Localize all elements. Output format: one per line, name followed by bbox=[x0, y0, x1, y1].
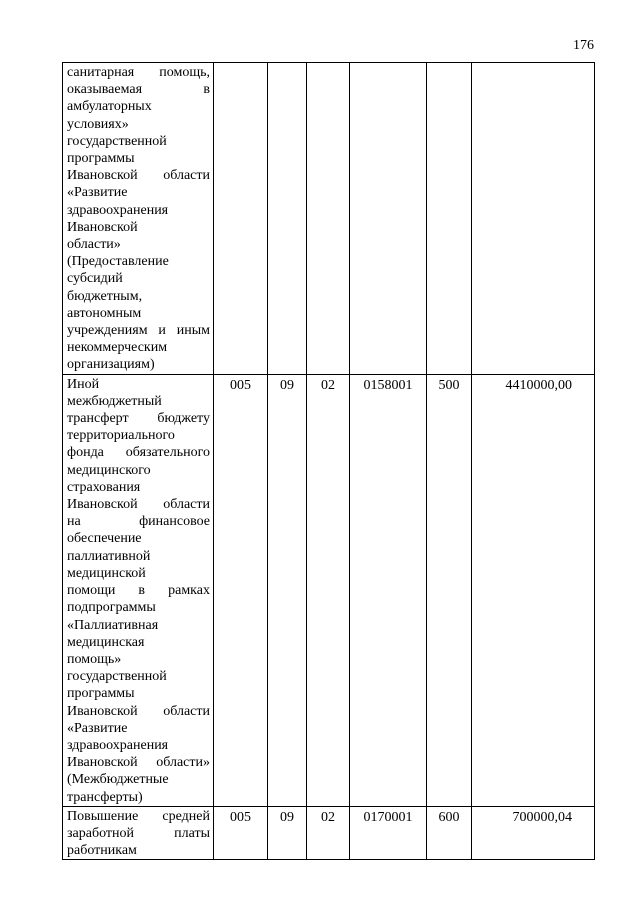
name-line: помощь» bbox=[67, 651, 122, 667]
name-line: Ивановской области» bbox=[67, 755, 210, 771]
name-line: оказываемая в bbox=[67, 82, 210, 98]
section-code-cell: 09 bbox=[268, 374, 307, 806]
name-line: трансферт бюджету bbox=[67, 411, 210, 427]
target-code-cell bbox=[350, 63, 427, 375]
budget-table bbox=[62, 62, 595, 860]
name-line: амбулаторных bbox=[67, 99, 152, 115]
target-code-cell: 0158001 bbox=[350, 374, 427, 806]
page-number: 176 bbox=[573, 38, 594, 53]
name-line: Ивановской области bbox=[67, 703, 210, 719]
subsection-code-cell bbox=[307, 63, 350, 375]
subsection-code-cell: 02 bbox=[307, 806, 350, 860]
name-line: обеспечение bbox=[67, 531, 142, 547]
name-line: «Развитие bbox=[67, 185, 128, 201]
name-line: Иной bbox=[67, 376, 100, 392]
name-line: паллиативной bbox=[67, 548, 151, 564]
name-line: страхования bbox=[67, 479, 141, 495]
name-line: бюджетным, bbox=[67, 288, 143, 304]
name-line: (Предоставление bbox=[67, 254, 169, 270]
name-line: «Паллиативная bbox=[67, 617, 159, 633]
expense-type-cell bbox=[427, 63, 472, 375]
name-line: области» bbox=[67, 237, 121, 253]
expense-type-cell: 500 bbox=[427, 374, 472, 806]
name-line: государственной bbox=[67, 669, 167, 685]
row-name-cell bbox=[63, 63, 214, 375]
expense-type-cell: 600 bbox=[427, 806, 472, 860]
name-line: работникам bbox=[67, 843, 137, 859]
table-row bbox=[63, 374, 595, 806]
name-line: помощи в рамках bbox=[67, 583, 210, 599]
table-row bbox=[63, 63, 595, 375]
name-line: (Межбюджетные bbox=[67, 772, 169, 788]
name-line: субсидий bbox=[67, 271, 123, 287]
row-name-cell bbox=[63, 374, 214, 806]
name-line: здравоохранения bbox=[67, 737, 169, 753]
name-line: учреждениям и иным bbox=[67, 323, 210, 339]
name-line: программы bbox=[67, 151, 135, 167]
name-line: подпрограммы bbox=[67, 600, 156, 616]
table-frame bbox=[62, 62, 594, 859]
ministry-code-cell: 005 bbox=[214, 374, 268, 806]
name-line: организациям) bbox=[67, 357, 155, 373]
name-line: Ивановской bbox=[67, 219, 138, 235]
name-line: санитарная помощь, bbox=[67, 65, 210, 80]
row-name-cell bbox=[63, 806, 214, 860]
table-row bbox=[63, 806, 595, 860]
name-line: медицинской bbox=[67, 565, 146, 581]
amount-cell: 700000,04 bbox=[472, 806, 595, 860]
ministry-code-cell bbox=[214, 63, 268, 375]
name-line: Ивановской области bbox=[67, 168, 210, 184]
name-line: «Развитие bbox=[67, 720, 128, 736]
name-line: межбюджетный bbox=[67, 393, 162, 409]
name-line: автономным bbox=[67, 305, 142, 321]
name-line: фонда обязательного bbox=[67, 445, 210, 461]
amount-cell bbox=[472, 63, 595, 375]
name-line: некоммерческим bbox=[67, 340, 168, 356]
name-line: Повышение средней bbox=[67, 808, 210, 824]
name-line: государственной bbox=[67, 133, 167, 149]
name-line: медицинского bbox=[67, 462, 151, 478]
name-line: на финансовое bbox=[67, 514, 210, 530]
name-line: заработной платы bbox=[67, 825, 210, 841]
name-line: трансферты) bbox=[67, 789, 143, 805]
name-line: здравоохранения bbox=[67, 202, 169, 218]
name-line: Ивановской области bbox=[67, 497, 210, 513]
name-line: условиях» bbox=[67, 116, 129, 132]
amount-cell: 4410000,00 bbox=[472, 374, 595, 806]
name-line: медицинская bbox=[67, 634, 145, 650]
name-line: программы bbox=[67, 686, 135, 702]
section-code-cell bbox=[268, 63, 307, 375]
section-code-cell: 09 bbox=[268, 806, 307, 860]
subsection-code-cell: 02 bbox=[307, 374, 350, 806]
target-code-cell: 0170001 bbox=[350, 806, 427, 860]
ministry-code-cell: 005 bbox=[214, 806, 268, 860]
name-line: территориального bbox=[67, 428, 175, 444]
